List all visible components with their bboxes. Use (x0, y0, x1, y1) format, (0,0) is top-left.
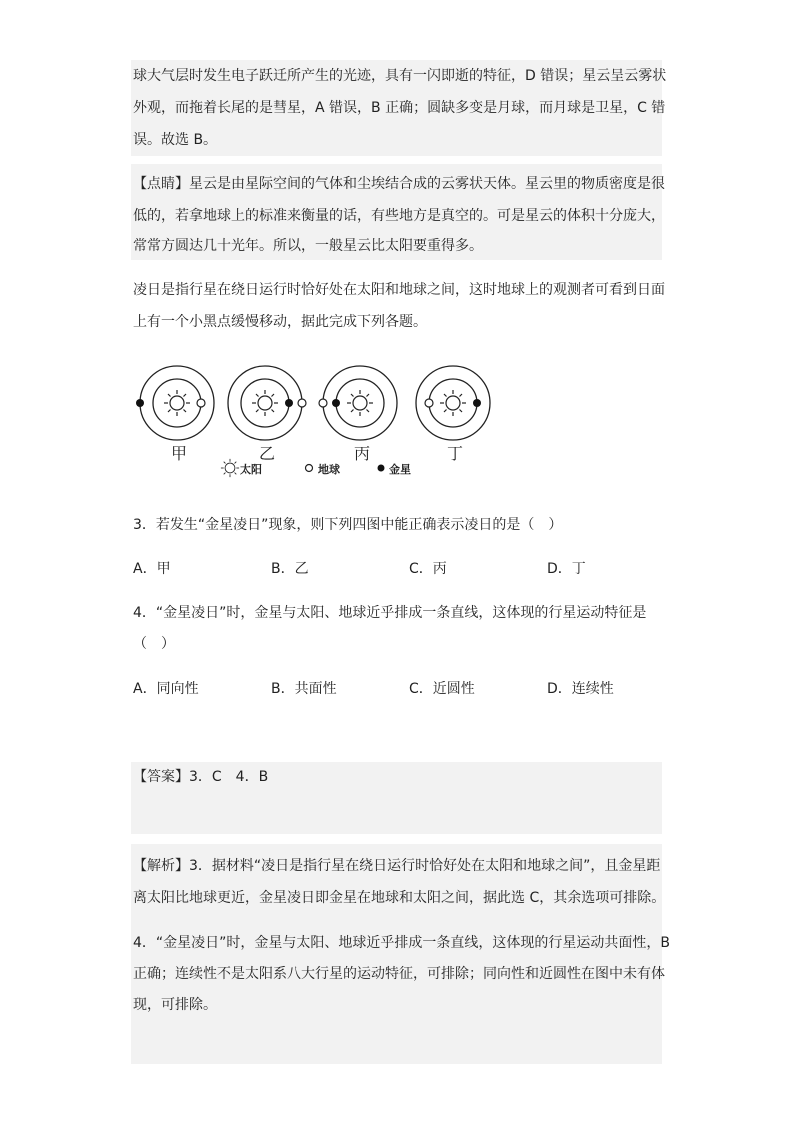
sun-icon (221, 459, 239, 477)
q3-stem: 3．若发生“金星凌日”现象，则下列四图中能正确表示凌日的是（ ） (133, 517, 563, 533)
analysis-line: 离太阳比地球更近，金星凌日即金星在地球和太阳之间，据此选 C，其余选项可排除。 (133, 890, 666, 906)
q4-option-d[interactable]: D．连续性 (547, 681, 614, 697)
legend-earth-label: 地球 (318, 463, 340, 476)
analysis-line: 正确；连续性不是太阳系八大行星的运动特征，可排除；同向性和近圆性在图中未有体 (133, 966, 665, 982)
venus-marker (473, 399, 481, 407)
q3-option-a[interactable]: A．甲 (133, 561, 171, 577)
analysis-line: 现，可排除。 (133, 997, 217, 1013)
earth-marker (319, 399, 327, 407)
comment-line: 常常方圆达几十光年。所以，一般星云比太阳要重得多。 (133, 238, 483, 254)
sun-icon (252, 390, 278, 416)
earth-marker (197, 399, 205, 407)
sun-icon (440, 390, 466, 416)
panel-label: 丁 (447, 444, 464, 463)
analysis-line: 4．“金星凌日”时，金星与太阳、地球近乎排成一条直线，这体现的行星运动共面性，B (133, 935, 671, 951)
q3-option-d[interactable]: D．丁 (547, 561, 586, 577)
venus-marker (332, 399, 340, 407)
panel-bing (319, 366, 397, 463)
answer-block (131, 762, 662, 834)
legend-sun-label: 太阳 (240, 463, 262, 476)
sun-icon (164, 390, 190, 416)
panel-label: 丙 (354, 444, 371, 463)
answer-text: 【答案】3．C 4．B (133, 769, 269, 785)
comment-line: 低的，若拿地球上的标准来衡量的话，有些地方是真空的。可是星云的体积十分庞大， (133, 208, 665, 224)
transit-diagram (130, 360, 500, 480)
panel-label: 乙 (259, 444, 276, 463)
sun-icon (347, 390, 373, 416)
q4-stem: 4．“金星凌日”时，金星与太阳、地球近乎排成一条直线，这体现的行星运动特征是 (133, 605, 647, 621)
analysis-line: 【解析】3．据材料“凌日是指行星在绕日运行时恰好处在太阳和地球之间”，且金星距 (133, 858, 661, 874)
explanation-line: 误。故选 B。 (133, 132, 218, 148)
q4-option-b[interactable]: B．共面性 (271, 681, 337, 697)
comment-line: 【点睛】星云是由星际空间的气体和尘埃结合成的云雾状天体。星云里的物质密度是很 (133, 176, 665, 192)
panel-label: 甲 (171, 444, 188, 463)
explanation-top-block (131, 60, 667, 156)
venus-marker (136, 399, 144, 407)
analysis-block (131, 844, 671, 1064)
q3-option-c[interactable]: C．丙 (409, 561, 447, 577)
earth-marker (285, 399, 293, 407)
legend (221, 459, 411, 477)
panel-yi (228, 366, 306, 463)
explanation-line: 外观，而拖着长尾的是彗星，A 错误，B 正确；圆缺多变是月球，而月球是卫星，C 错 (133, 100, 666, 116)
panel-jia (136, 366, 214, 463)
q4-option-c[interactable]: C．近圆性 (409, 681, 475, 697)
earth-marker (425, 399, 433, 407)
intro-line: 上有一个小黑点缓慢移动，据此完成下列各题。 (133, 314, 427, 330)
q4-option-a[interactable]: A．同向性 (133, 681, 199, 697)
venus-marker (378, 465, 385, 472)
venus-marker (298, 399, 306, 407)
earth-marker (306, 465, 313, 472)
panel-ding (416, 366, 490, 463)
explanation-line: 球大气层时发生电子跃迁所产生的光迹，具有一闪即逝的特征，D 错误；星云呈云雾状 (133, 68, 667, 84)
legend-venus-label: 金星 (389, 463, 411, 476)
comment-block (131, 164, 665, 260)
q3-option-b[interactable]: B．乙 (271, 561, 309, 577)
q4-stem: （ ） (133, 636, 175, 652)
intro-line: 凌日是指行星在绕日运行时恰好处在太阳和地球之间，这时地球上的观测者可看到日面 (133, 282, 665, 298)
